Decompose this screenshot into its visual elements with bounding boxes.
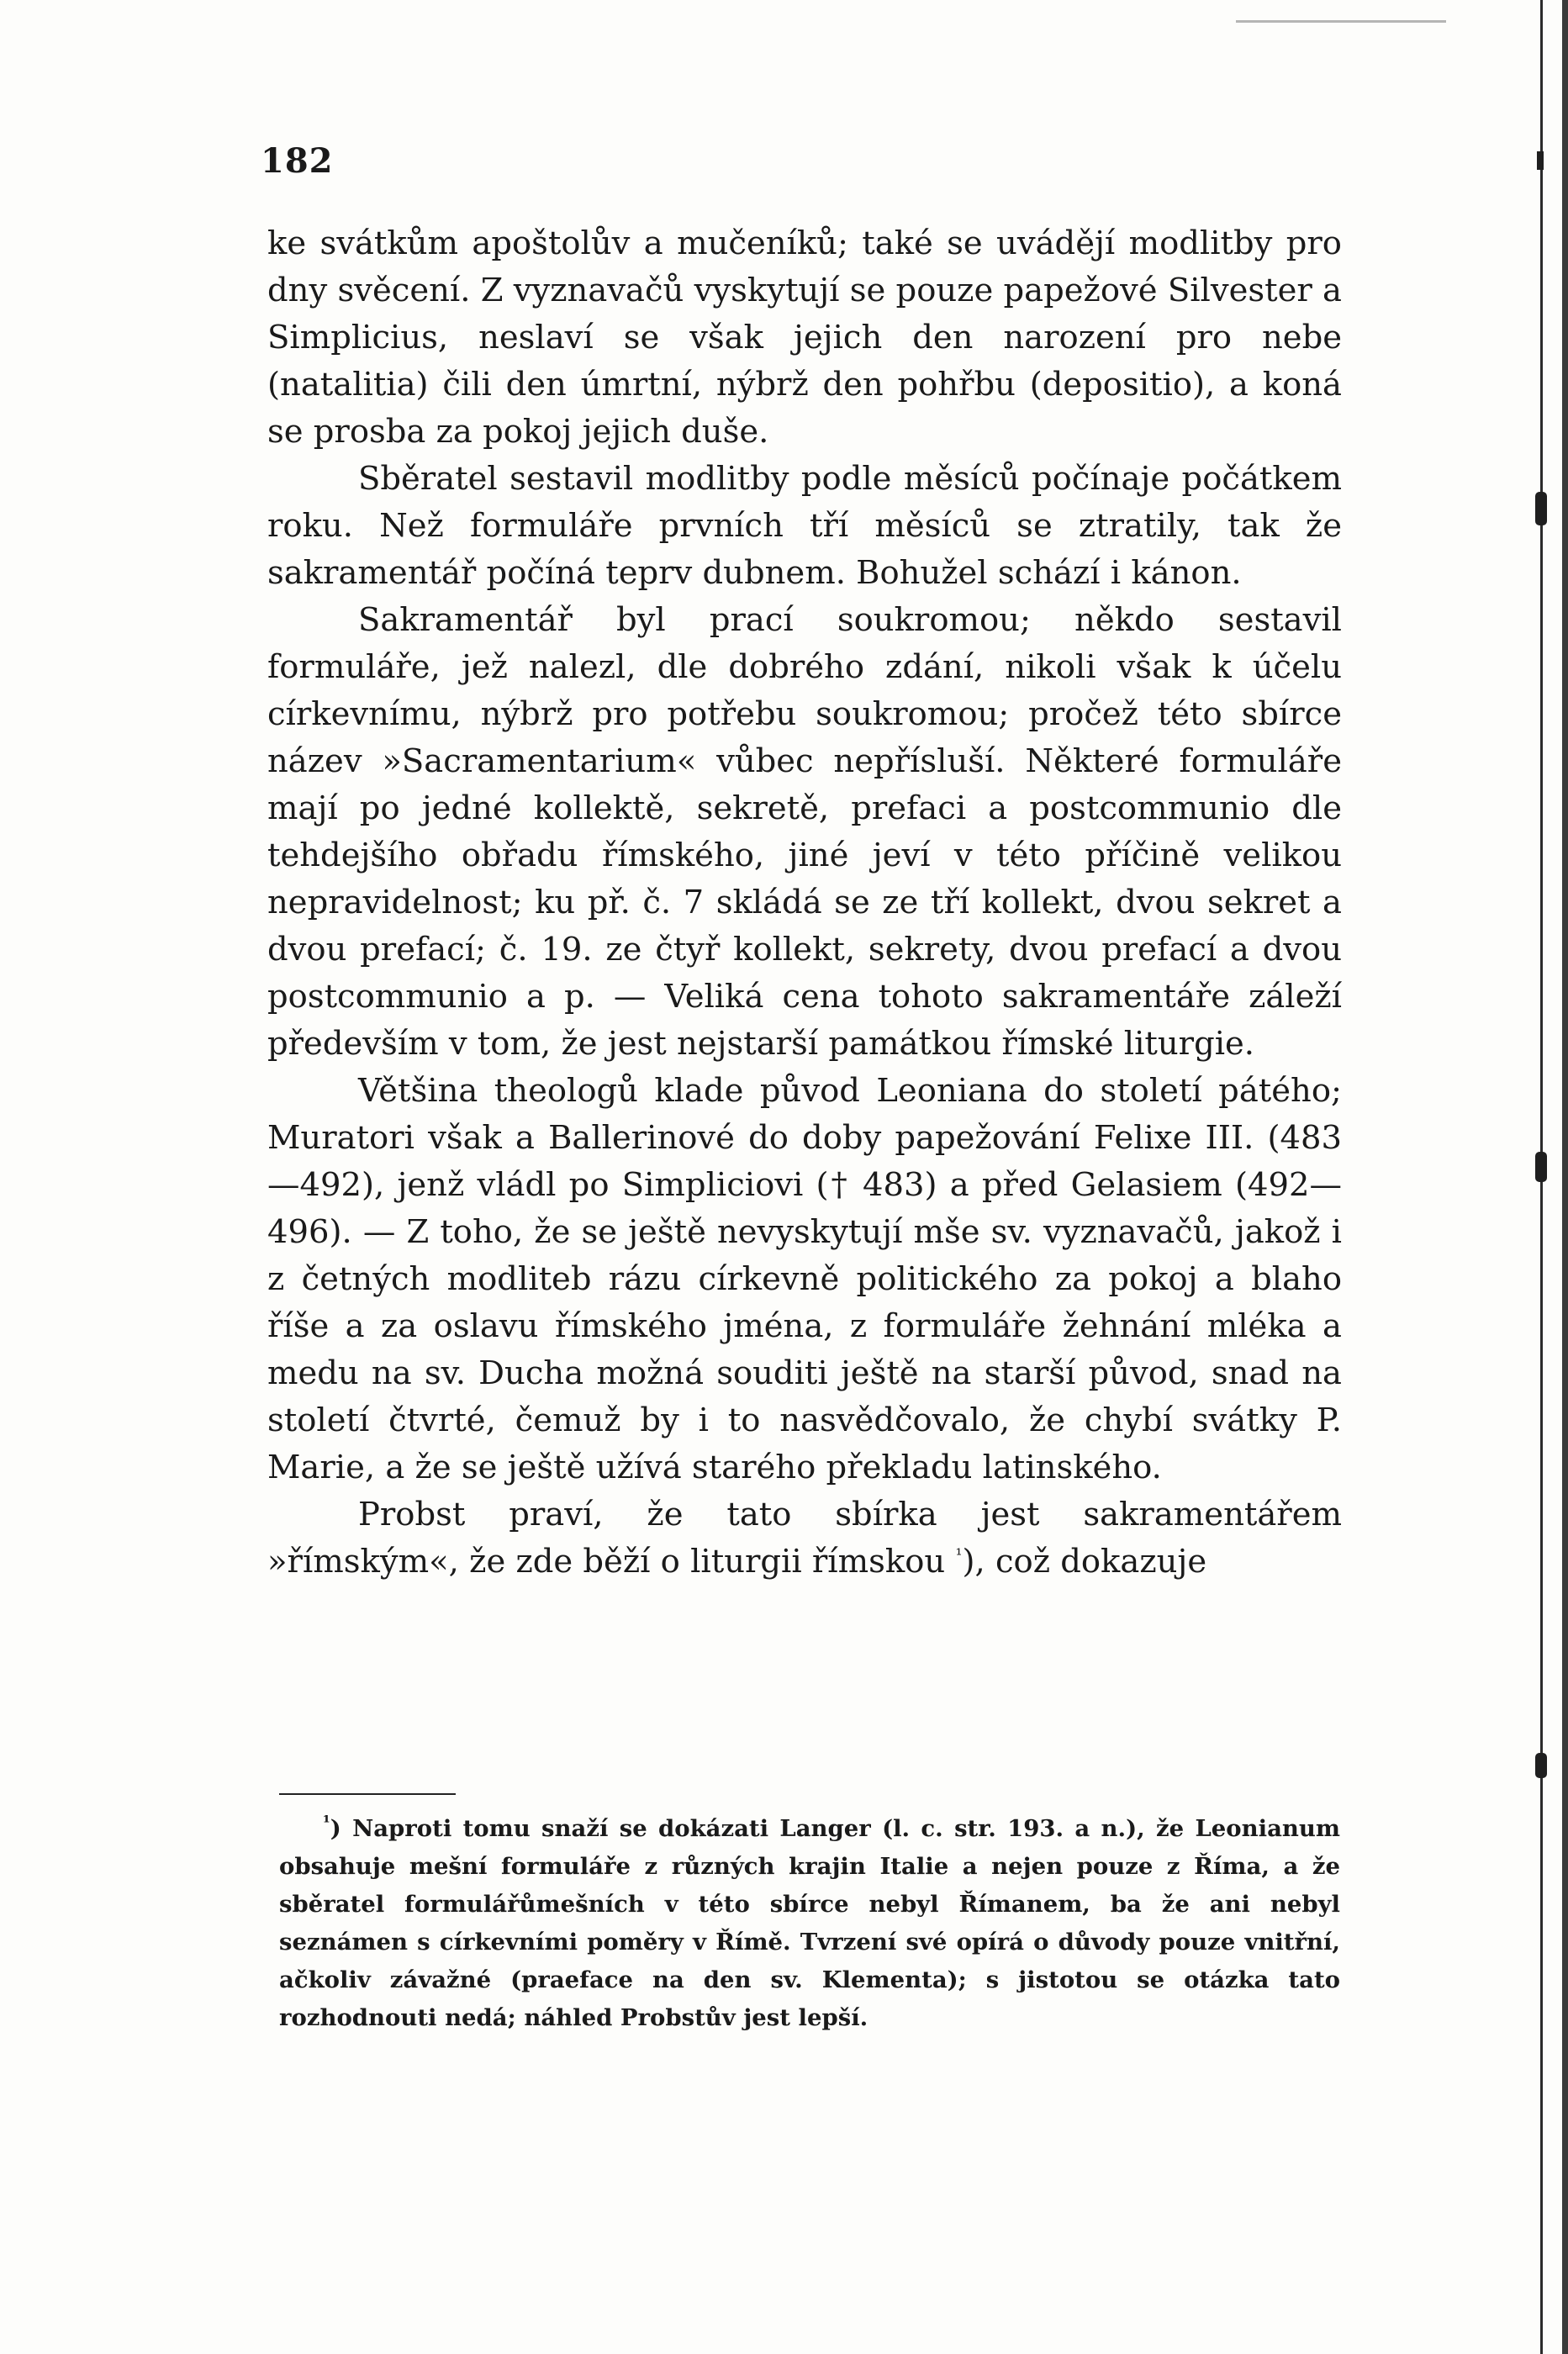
page-number: 182 [261,141,334,181]
scan-edge-tick [1537,151,1544,170]
paragraph-4: Většina theologů klade původ Leoniana do století pátého; Muratori však a Ballerinové do doby papežování Felixe III. (483—492), jenž vládl po Simpliciovi († 483) a před Gelasiem (492—496). — Z toho, že se ještě nevyskytují mše sv. vyznavačů, jakož i z četných modliteb rázu církevně politického za pokoj a blaho říše a za oslavu římského jména, z formuláře žehnání mléka a medu na sv. Ducha možná souditi ještě na starší původ, snad na století čtvrté, čemuž by i to nasvědčovalo, že chybí svátky P. Marie, a že se ještě užívá starého překladu latinského. [267,1072,1342,1486]
paragraph-5 [267,1491,1342,1586]
scan-edge-mark [1535,492,1547,525]
paragraph-5-text-before: Probst praví, že tato sbírka jest sakramentářem »římským«, že zde běží o liturgii římskou [267,1496,1342,1581]
footnote-mark: ¹ [323,1811,330,1832]
footnote-divider [279,1793,456,1795]
footnotes [279,1810,1340,2037]
footnote-reference: ¹ [955,1544,963,1565]
paragraph-2: Sběratel sestavil modlitby podle měsíců počínaje počátkem roku. Než formuláře prvních tří měsíců se ztratily, tak že sakramentář počíná teprv dubnem. Bohužel schází i kánon. [267,460,1342,592]
paragraph-3: Sakramentář byl prací soukromou; někdo sestavil formuláře, jež nalezl, dle dobrého zdání, nikoli však k účelu církevnímu, nýbrž pro potřebu soukromou; pročež této sbírce název »Sacramentarium« vůbec nepřísluší. Některé formuláře mají po jedné kollektě, sekretě, prefaci a postcommunio dle tehdejšího obřadu římského, jiné jeví v této příčině velikou nepravidelnost; ku př. č. 7 skládá se ze tří kollekt, dvou sekret a dvou prefací; č. 19. ze čtyř kollekt, sekrety, dvou prefací a dvou postcommunio a p. — Veliká cena tohoto sakramentáře záleží především v tom, že jest nejstarší památkou římské liturgie. [267,601,1342,1063]
footnote-text: ) Naproti tomu snaží se dokázati Langer (l. c. str. 193. a n.), že Leonianum obsahuje mešní formuláře z různých krajin Italie a nejen pouze z Říma, a že sběratel formulářůmešních v této sbírce nebyl Římanem, ba že ani nebyl seznámen s církevními poměry v Římě. Tvrzení své opírá o důvody pouze vnitřní, ačkoliv závažné (praeface na den sv. Klementa); s jistotou se otázka tato rozhodnouti nedá; náhled Probstův jest lepší. [279,1815,1340,2031]
footnote-1 [279,1810,1340,2037]
paragraph-5-text-after: ), což dokazuje [962,1543,1207,1581]
scan-edge-mark [1535,1753,1547,1778]
body-text [267,220,1342,1586]
scan-scratch [1236,20,1446,23]
paragraph-1: ke svátkům apoštolův a mučeníků; také se uvádějí modlitby pro dny svěcení. Z vyznavačů vyskytují se pouze papežové Silvester a Simplicius, neslaví se však jejich den narození pro nebe (natalitia) čili den úmrtní, nýbrž den pohřbu (depositio), a koná se prosba za pokoj jejich duše. [267,224,1342,451]
scan-edge-outer-line [1562,0,1568,2354]
scan-edge-mark [1535,1152,1547,1182]
